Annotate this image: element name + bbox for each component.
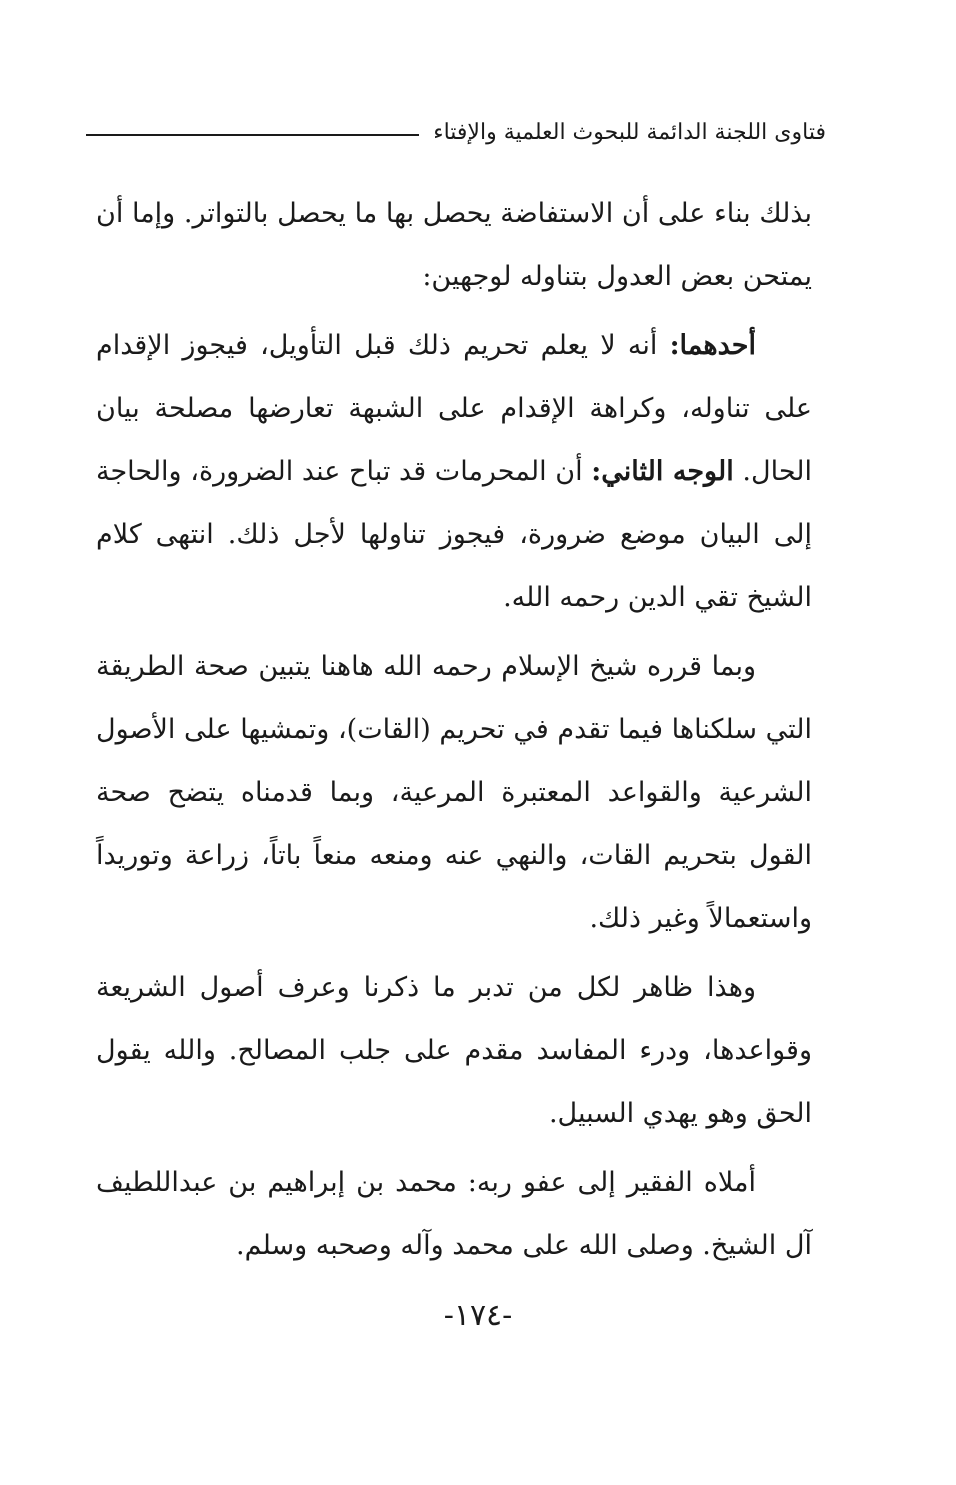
- body-text: [96, 182, 812, 1283]
- paragraph-1: بذلك بناء على أن الاستفاضة يحصل بها ما يحصل بالتواتر. وإما أن يمتحن بعض العدول بتناوله لوجهين:: [96, 198, 812, 292]
- page-number: -١٧٤-: [443, 1298, 513, 1333]
- running-header-title: فتاوى اللجنة الدائمة للبحوث العلمية والإفتاء: [433, 119, 826, 145]
- paragraph-2-label: أحدهما:: [669, 330, 756, 361]
- paragraph-5-signature: أملاه الفقير إلى عفو ربه: محمد بن إبراهيم بن عبداللطيف آل الشيخ. وصلى الله على محمد وآله وصحبه وسلم.: [96, 1167, 812, 1261]
- paragraph-3: وبما قرره شيخ الإسلام رحمه الله هاهنا يتبين صحة الطريقة التي سلكناها فيما تقدم في تحريم (القات)، وتمشيها على الأصول الشرعية والقواعد المعتبرة المرعية، وبما قدمناه يتضح صحة القول بتحريم القات، والنهي عنه ومنعه منعاً باتاً، زراعة وتوريداً واستعمالاً وغير ذلك.: [96, 651, 812, 934]
- paragraph-4: وهذا ظاهر لكل من تدبر ما ذكرنا وعرف أصول الشريعة وقواعدها، ودرء المفاسد مقدم على جلب المصالح. والله يقول الحق وهو يهدي السبيل.: [96, 972, 812, 1129]
- paragraph-2-text-second: أن المحرمات قد تباح عند الضرورة، والحاجة إلى البيان موضع ضرورة، فيجوز تناولها لأجل ذلك. انتهى كلام الشيخ تقي الدين رحمه الله.: [96, 456, 812, 613]
- paragraph-2: [96, 314, 812, 629]
- paragraph-2-text: أنه لا يعلم تحريم ذلك قبل التأويل، فيجوز الإقدام على تناوله، وكراهة الإقدام على الشبهة تعارضها مصلحة بيان الحال.: [96, 330, 812, 487]
- header-rule: [86, 134, 419, 136]
- running-header: [86, 112, 826, 152]
- paragraph-2-label-second: الوجه الثاني:: [591, 456, 734, 487]
